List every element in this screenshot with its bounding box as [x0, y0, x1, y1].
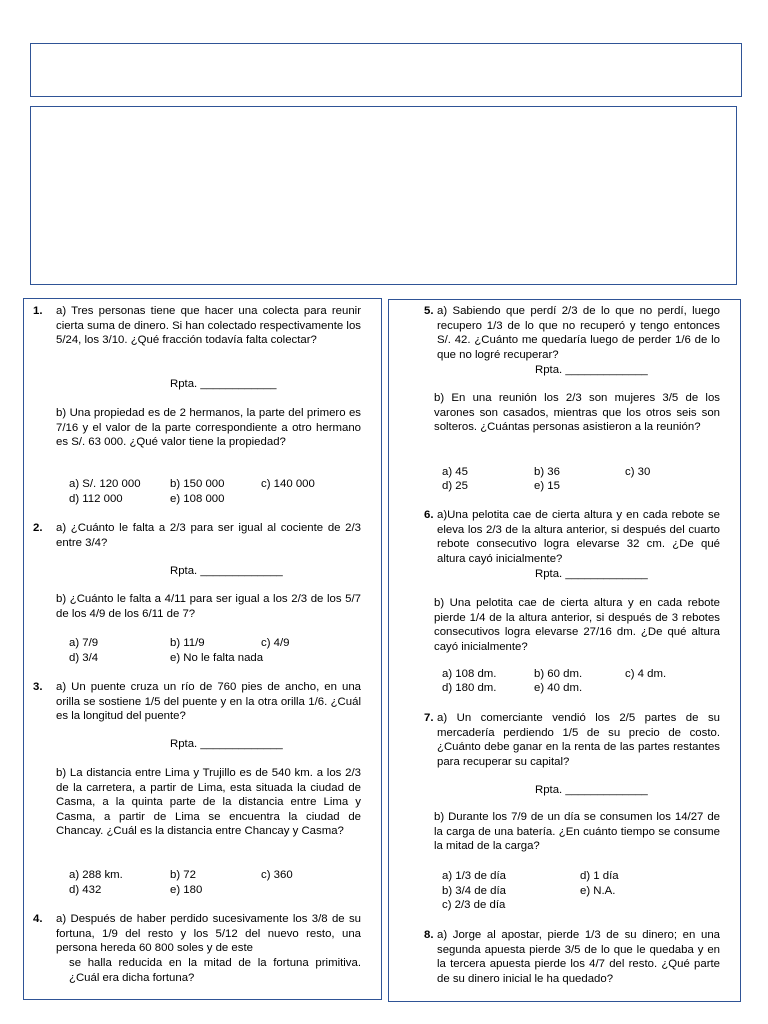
problem-7-number: 7.	[424, 712, 434, 724]
problem-2-part-a: a) ¿Cuánto le falta a 2/3 para ser igual al cociente de 2/3 entre 3/4?	[56, 522, 361, 549]
problem-6-option: c) 4 dm.	[625, 668, 667, 680]
problem-1-option: d) 112 000	[69, 493, 123, 505]
problem-6-part-b: b) Una pelotita cae de cierta altura y en cada rebote pierde 1/4 de la altura anterior, si después de 3 rebotes consecutivos logra elevarse 27/16 dm. ¿De qué altura cayó inicialmente?	[434, 597, 720, 653]
problem-1-option: b) 150 000	[170, 478, 225, 490]
problem-5-option: d) 25	[442, 480, 468, 492]
problem-7-option: b) 3/4 de día	[442, 885, 506, 897]
problem-5-option: c) 30	[625, 466, 651, 478]
problem-2-option: c) 4/9	[261, 637, 290, 649]
problem-7-answer-line: Rpta. _____________	[535, 784, 648, 796]
problem-1-option: e) 108 000	[170, 493, 225, 505]
problem-1-number: 1.	[33, 305, 43, 317]
problem-6-option: d) 180 dm.	[442, 682, 497, 694]
problem-5-answer-line: Rpta. _____________	[535, 364, 648, 376]
problem-7-part-b: b) Durante los 7/9 de un día se consumen los 14/27 de la carga de una batería. ¿En cuánto tiempo se consume la mitad de la carga?	[434, 811, 720, 853]
problem-6-answer-line: Rpta. _____________	[535, 568, 648, 580]
problem-5-part-a: a) Sabiendo que perdí 2/3 de lo que no perdí, luego recupero 1/3 de lo que no recuperó y tengo entonces S/. 42. ¿Cuánto me quedaría luego de perder 1/6 de lo que no logré recuperar?	[437, 305, 720, 361]
info-box	[30, 106, 737, 285]
problem-3-option: a) 288 km.	[69, 869, 123, 881]
problem-4-part-a	[56, 912, 361, 956]
problem-1-answer-line: Rpta. ____________	[170, 378, 277, 390]
problem-3-option: c) 360	[261, 869, 293, 881]
title-box	[30, 43, 742, 97]
problem-3-part-a: a) Un puente cruza un río de 760 pies de ancho, en una orilla se sostiene 1/5 del puente y en la otra orilla 1/6. ¿Cuál es la longitud del puente?	[56, 681, 361, 723]
problem-4-part-a-continued: se halla reducida en la mitad de la fortuna primitiva. ¿Cuál era dicha fortuna?	[69, 957, 361, 984]
problem-4-number: 4.	[33, 913, 43, 925]
problem-1-option: a) S/. 120 000	[69, 478, 141, 490]
problem-3-option: b) 72	[170, 869, 196, 881]
problem-7-option: a) 1/3 de día	[442, 870, 506, 882]
problem-6-part-a: a)Una pelotita cae de cierta altura y en cada rebote se eleva los 2/3 de la altura anterior, si después del cuarto rebote consecutivo logra elevarse 32 cm. ¿De qué altura cayó inicialmente?	[437, 509, 720, 565]
problem-5-part-b: b) En una reunión los 2/3 son mujeres 3/5 de los varones son casados, mientras que los otros seis son solteros. ¿Cuántas personas asistieron a la reunión?	[434, 392, 720, 434]
problem-2-number: 2.	[33, 522, 43, 534]
problem-6-option: b) 60 dm.	[534, 668, 583, 680]
problem-2-option: d) 3/4	[69, 652, 99, 664]
problem-2-answer-line: Rpta. _____________	[170, 565, 283, 577]
problem-7-part-a: a) Un comerciante vendió los 2/5 partes de su mercadería perdiendo 1/5 de su precio de costo. ¿Cuánto debe ganar en la renta de las partes restantes para recuperar su capital?	[437, 712, 720, 768]
problem-7-option: e) N.A.	[580, 885, 616, 897]
problem-1-part-a: a) Tres personas tiene que hacer una colecta para reunir cierta suma de dinero. Si han colectado respectivamente los 5/24, los 3/10. ¿Qué fracción todavía falta colectar?	[56, 305, 361, 347]
problem-5-option: e) 15	[534, 480, 560, 492]
problem-2-option: e) No le falta nada	[170, 652, 264, 664]
problem-5-number: 5.	[424, 305, 434, 317]
problem-6-option: e) 40 dm.	[534, 682, 583, 694]
problem-8-number: 8.	[424, 929, 434, 941]
problem-1-option: c) 140 000	[261, 478, 315, 490]
problem-3-number: 3.	[33, 681, 43, 693]
problem-1-part-b: b) Una propiedad es de 2 hermanos, la parte del primero es 7/16 y el valor de la parte correspondiente a otro hermano es S/. 63 000. ¿Qué valor tiene la propiedad?	[56, 407, 361, 449]
problem-3-option: e) 180	[170, 884, 203, 896]
problem-2-option: a) 7/9	[69, 637, 99, 649]
problem-8-part-a: a) Jorge al apostar, pierde 1/3 de su dinero; en una segunda apuesta pierde 3/5 de lo que le quedaba y en la tercera apuesta pierde los 4/7 del resto. ¿Qué parte de su dinero inicial le ha quedado?	[437, 929, 720, 985]
problem-6-number: 6.	[424, 509, 434, 521]
problem-5-option: a) 45	[442, 466, 468, 478]
problem-3-option: d) 432	[69, 884, 102, 896]
problem-3-part-b: b) La distancia entre Lima y Trujillo es de 540 km. a los 2/3 de la carretera, a partir de Lima, esta situada la ciudad de Casma, a la quinta parte de la distancia entre Lima y Casma, a partir de Lima se encuentra la ciudad de Chancay. ¿Cuál es la distancia entre Chancay y Casma?	[56, 767, 361, 838]
problem-5-option: b) 36	[534, 466, 560, 478]
problem-7-option: d) 1 día	[580, 870, 619, 882]
problem-2-option: b) 11/9	[170, 637, 205, 649]
problem-7-option: c) 2/3 de día	[442, 899, 506, 911]
problem-6-option: a) 108 dm.	[442, 668, 497, 680]
problem-2-part-b: b) ¿Cuánto le falta a 4/11 para ser igual a los 2/3 de los 5/7 de los 4/9 de los 6/11 de 7?	[56, 593, 361, 620]
problem-3-answer-line: Rpta. _____________	[170, 738, 283, 750]
problem-4-part-a-line-1: a) Después de haber perdido sucesivamente los 3/8 de su fortuna, 1/9 del resto y los 5/12 del nuevo resto, una persona hereda 60 800 soles y de este	[56, 913, 361, 955]
